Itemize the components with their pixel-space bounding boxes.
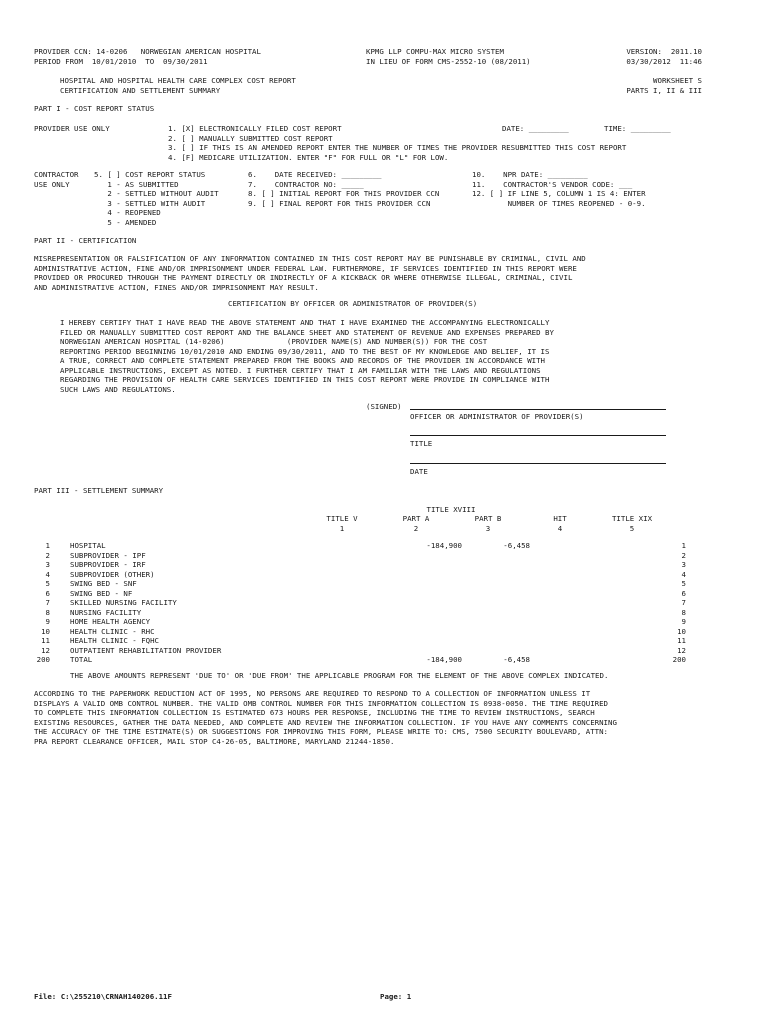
status-option-5: 5 - AMENDED (94, 217, 157, 227)
table-row (0, 560, 770, 570)
form-id: IN LIEU OF FORM CMS-2552-10 (08/2011) (366, 57, 531, 66)
part2-heading: PART II - CERTIFICATION (34, 236, 137, 245)
cert-line-5: A TRUE, CORRECT AND COMPLETE STATEMENT PREPARED FROM THE BOOKS AND RECORDS OF THE PROVIDER IN ACCORDANCE WITH (60, 356, 545, 365)
date-label: DATE (410, 467, 428, 476)
worksheet-id: WORKSHEET S (653, 76, 702, 85)
date-line (410, 463, 666, 464)
row-part-b: -6,458 (503, 541, 530, 550)
title-line (410, 435, 666, 436)
row-label: SUBPROVIDER - IRF (70, 560, 146, 569)
warning-line-1: MISREPRESENTATION OR FALSIFICATION OF ANY INFORMATION CONTAINED IN THIS COST REPORT MAY BE PUNISHABLE BY CRIMINAL, CIVIL AND (34, 254, 586, 263)
status-item-2: 2. [ ] MANUALLY SUBMITTED COST REPORT (168, 133, 333, 143)
col-title-xix: TITLE XIX (611, 514, 653, 523)
provider-ccn-line: PROVIDER CCN: 14-0206 NORWEGIAN AMERICAN HOSPITAL (34, 47, 261, 56)
title-xviii-header: TITLE XVIII (426, 505, 476, 514)
row-line-number: 6 (45, 588, 50, 598)
cert-line-4: REPORTING PERIOD BEGINNING 10/01/2010 AND ENDING 09/30/2011, AND TO THE BEST OF MY KNOWLEDGE AND BELIEF, IT IS (60, 346, 550, 356)
row-line-number-right: 4 (681, 569, 686, 579)
row-label: SWING BED - SNF (70, 579, 137, 588)
officer-label: OFFICER OR ADMINISTRATOR OF PROVIDER(S) (410, 412, 584, 421)
status-item-1: 1. [X] ELECTRONICALLY FILED COST REPORT (168, 124, 342, 133)
provider-use-label: PROVIDER USE ONLY (34, 124, 110, 133)
col-num-4: 4 (557, 523, 563, 533)
table-row (0, 608, 770, 618)
col-num-1: 1 (339, 523, 345, 533)
report-title: HOSPITAL AND HOSPITAL HEALTH CARE COMPLEX COST REPORT (60, 76, 296, 85)
warning-line-3: PROVIDED OR PROCURED THROUGH THE PAYMENT DIRECTLY OR INDIRECTLY OF A KICKBACK OR WHERE OTHERWISE ILLEGAL, CRIMINAL, CIVIL (34, 273, 573, 282)
npr-date: 10. NPR DATE: _________ (472, 170, 588, 179)
table-row (0, 541, 770, 551)
warning-line-2: ADMINISTRATIVE ACTION, FINE AND/OR IMPRISONMENT UNDER FEDERAL LAW. FURTHERMORE, IF SERVICES IDENTIFIED IN THIS REPORT WERE (34, 263, 577, 273)
row-line-number: 9 (45, 617, 50, 626)
paperwork-line-3: TO COMPLETE THIS INFORMATION COLLECTION IS ESTIMATED 673 HOURS PER RESPONSE, INCLUDING THE TIME TO REVIEW INSTRUCTIONS, SEARCH (34, 708, 595, 717)
row-line-number-right: 2 (681, 550, 686, 560)
row-label: SUBPROVIDER - IPF (70, 550, 146, 560)
row-line-number: 8 (45, 607, 50, 617)
initial-report: 8. [ ] INITIAL REPORT FOR THIS PROVIDER CCN (248, 189, 440, 198)
row-line-number: 10 (41, 626, 50, 636)
status-option-3: 3 - SETTLED WITH AUDIT (94, 198, 206, 208)
table-row (0, 627, 770, 637)
version: VERSION: 2011.10 (626, 47, 702, 56)
table-row (0, 570, 770, 580)
status-option-2: 2 - SETTLED WITHOUT AUDIT (94, 189, 219, 198)
row-line-number-right: 5 (681, 579, 686, 588)
row-label: HEALTH CLINIC - RHC (70, 626, 155, 636)
table-row (0, 636, 770, 646)
date-field: DATE: _________ (502, 124, 569, 133)
row-label: OUTPATIENT REHABILITATION PROVIDER (70, 645, 222, 655)
row-line-number: 7 (45, 598, 50, 607)
status-item-4: 4. [F] MEDICARE UTILIZATION. ENTER "F" FOR FULL OR "L" FOR LOW. (168, 152, 449, 162)
col-num-5: 5 (629, 523, 635, 533)
contractor-use-label-1: CONTRACTOR (34, 170, 79, 179)
certification-title: CERTIFICATION BY OFFICER OR ADMINISTRATOR OF PROVIDER(S) (228, 299, 478, 308)
row-line-number-right: 8 (681, 607, 686, 617)
col-part-b: PART B (474, 514, 502, 523)
row-label: HOME HEALTH AGENCY (70, 617, 151, 626)
row-line-number-right: 1 (681, 541, 686, 550)
part1-heading: PART I - COST REPORT STATUS (34, 104, 155, 113)
period-line: PERIOD FROM 10/01/2010 TO 09/30/2011 (34, 57, 208, 66)
row-line-number: 11 (41, 636, 50, 645)
vendor-code: 11. CONTRACTOR'S VENDOR CODE: ___ (472, 179, 633, 189)
row-label: HEALTH CLINIC - FQHC (70, 636, 159, 645)
table-row (0, 646, 770, 656)
row-part-a: -184,900 (426, 655, 462, 664)
row-label: SWING BED - NF (70, 588, 133, 598)
row-label: NURSING FACILITY (70, 607, 142, 617)
table-row (0, 579, 770, 589)
signature-line (410, 409, 666, 410)
cert-line-2: FILED OR MANUALLY SUBMITTED COST REPORT AND THE BALANCE SHEET AND STATEMENT OF REVENUE AND EXPENSES PREPARED BY (60, 327, 554, 337)
paperwork-line-1: ACCORDING TO THE PAPERWORK REDUCTION ACT OF 1995, NO PERSONS ARE REQUIRED TO RESPOND TO A COLLECTION OF INFORMATION UNLESS IT (34, 689, 591, 698)
row-line-number: 200 (36, 655, 50, 664)
row-line-number: 12 (41, 645, 50, 655)
cert-line-6: APPLICABLE INSTRUCTIONS, EXCEPT AS NOTED. I FURTHER CERTIFY THAT I AM FAMILIAR WITH THE LAWS AND REGULATIONS (60, 365, 541, 375)
cert-line-7: REGARDING THE PROVISION OF HEALTH CARE SERVICES IDENTIFIED IN THIS COST REPORT WERE PROVIDE IN COMPLIANCE WITH (60, 375, 550, 384)
cost-report-status: 5. [ ] COST REPORT STATUS (94, 170, 206, 179)
row-line-number: 5 (45, 579, 50, 588)
paperwork-line-5: THE ACCURACY OF THE TIME ESTIMATE(S) OR SUGGESTIONS FOR IMPROVING THIS FORM, PLEASE WRITE TO: CMS, 7500 SECURITY BOULEVARD, ATTN: (34, 727, 608, 736)
col-part-a: PART A (402, 514, 430, 523)
table-row (0, 589, 770, 599)
table-row (0, 655, 770, 665)
warning-line-4: AND ADMINISTRATIVE ACTION, FINES AND/OR IMPRISONMENT MAY RESULT. (34, 282, 319, 292)
paperwork-line-6: PRA REPORT CLEARANCE OFFICER, MAIL STOP C4-26-05, BALTIMORE, MARYLAND 21244-1850. (34, 736, 395, 746)
row-line-number-right: 10 (677, 626, 686, 636)
row-line-number: 1 (45, 541, 50, 550)
row-line-number-right: 9 (681, 617, 686, 626)
signed-label: (SIGNED) (366, 402, 402, 411)
row-line-number-right: 7 (681, 598, 686, 607)
col-title-v: TITLE V (326, 514, 358, 523)
col-num-3: 3 (485, 523, 491, 533)
file-path: File: C:\255210\CRNAH140206.11F (34, 992, 172, 1001)
final-report: 9. [ ] FINAL REPORT FOR THIS PROVIDER CCN (248, 198, 431, 208)
title-label: TITLE (410, 439, 433, 448)
date-received: 6. DATE RECEIVED: _________ (248, 170, 382, 179)
table-row (0, 598, 770, 608)
system-name: KPMG LLP COMPU-MAX MICRO SYSTEM (366, 47, 504, 56)
row-line-number-right: 6 (681, 588, 686, 598)
col-hit: HIT (553, 514, 567, 523)
row-line-number: 4 (45, 569, 50, 579)
cert-line-8: SUCH LAWS AND REGULATIONS. (60, 384, 176, 394)
paperwork-line-2: DISPLAYS A VALID OMB CONTROL NUMBER. THE VALID OMB CONTROL NUMBER FOR THIS INFORMATION COLLECTION IS 0938-0050. THE TIME REQUIRED (34, 698, 608, 708)
row-line-number: 2 (45, 550, 50, 560)
row-line-number-right: 3 (681, 560, 686, 569)
status-item-3: 3. [ ] IF THIS IS AN AMENDED REPORT ENTER THE NUMBER OF TIMES THE PROVIDER RESUBMITTED THIS COST REPORT (168, 143, 627, 152)
amounts-note: THE ABOVE AMOUNTS REPRESENT 'DUE TO' OR 'DUE FROM' THE APPLICABLE PROGRAM FOR THE ELEMENT OF THE ABOVE COMPLEX INDICATED. (70, 671, 609, 680)
col-num-2: 2 (413, 523, 419, 533)
row-label: HOSPITAL (70, 541, 106, 550)
table-row (0, 551, 770, 561)
table-row (0, 617, 770, 627)
time-field: TIME: _________ (604, 124, 671, 133)
paperwork-line-4: EXISTING RESOURCES, GATHER THE DATA NEEDED, AND COMPLETE AND REVIEW THE INFORMATION COLLECTION. IF YOU HAVE ANY COMMENTS CONCERNING (34, 717, 617, 727)
row-label: SKILLED NURSING FACILITY (70, 598, 177, 607)
row-line-number-right: 12 (677, 645, 686, 655)
cert-line-1: I HEREBY CERTIFY THAT I HAVE READ THE ABOVE STATEMENT AND THAT I HAVE EXAMINED THE ACCOMPANYING ELECTRONICALLY (60, 318, 550, 327)
report-subtitle: CERTIFICATION AND SETTLEMENT SUMMARY (60, 86, 221, 95)
status-option-1: 1 - AS SUBMITTED (94, 179, 179, 189)
row-label: SUBPROVIDER (OTHER) (70, 569, 155, 579)
worksheet-parts: PARTS I, II & III (626, 86, 702, 95)
cert-line-3: NORWEGIAN AMERICAN HOSPITAL (14-0206) (PROVIDER NAME(S) AND NUMBER(S)) FOR THE COST (60, 337, 488, 346)
reopened-line: 12. [ ] IF LINE 5, COLUMN 1 IS 4: ENTER (472, 189, 646, 198)
page-number: Page: 1 (380, 992, 412, 1001)
part3-heading: PART III - SETTLEMENT SUMMARY (34, 486, 164, 495)
status-option-4: 4 - REOPENED (94, 208, 161, 217)
contractor-use-label-2: USE ONLY (34, 179, 70, 189)
row-part-a: -184,900 (426, 541, 462, 550)
row-line-number-right: 200 (672, 655, 686, 664)
reopened-count: NUMBER OF TIMES REOPENED - 0-9. (472, 198, 646, 208)
row-part-b: -6,458 (503, 655, 530, 664)
print-date: 03/30/2012 11:46 (626, 57, 702, 66)
row-line-number: 3 (45, 560, 50, 569)
row-label: TOTAL (70, 655, 93, 664)
row-line-number-right: 11 (677, 636, 686, 645)
contractor-no: 7. CONTRACTOR NO: _____ (248, 179, 364, 189)
